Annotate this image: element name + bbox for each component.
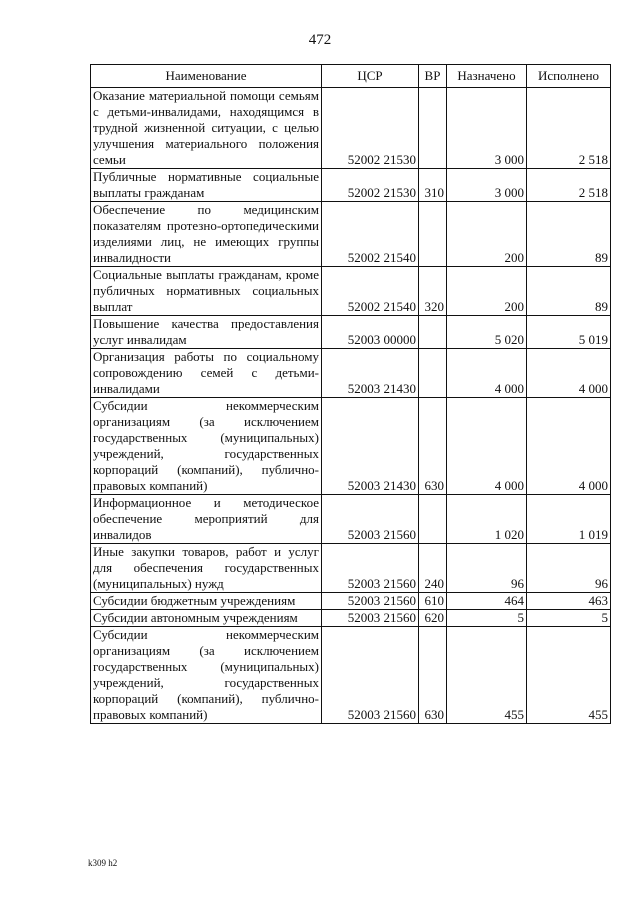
table-row [91, 349, 611, 398]
row-executed: 4 000 [527, 398, 611, 495]
row-assigned: 5 020 [447, 316, 527, 349]
table-row [91, 495, 611, 544]
row-csr: 52003 21560 [322, 495, 419, 544]
row-assigned: 1 020 [447, 495, 527, 544]
row-assigned: 3 000 [447, 169, 527, 202]
row-assigned: 3 000 [447, 88, 527, 169]
row-name: Субсидии автономным учреждениям [91, 610, 322, 627]
table-row [91, 593, 611, 610]
table-row [91, 544, 611, 593]
row-assigned: 5 [447, 610, 527, 627]
row-csr: 52003 21560 [322, 610, 419, 627]
row-vr [419, 495, 447, 544]
row-name: Организация работы по социальному сопровождению семей с детьми-инвалидами [91, 349, 322, 398]
row-executed: 89 [527, 202, 611, 267]
row-name: Оказание материальной помощи семьям с детьми-инвалидами, находящимся в трудной жизненной ситуации, с целью улучшения материального положения семьи [91, 88, 322, 169]
row-assigned: 96 [447, 544, 527, 593]
row-executed: 89 [527, 267, 611, 316]
budget-table [90, 64, 611, 724]
table-row [91, 202, 611, 267]
row-executed: 1 019 [527, 495, 611, 544]
row-vr [419, 88, 447, 169]
row-name: Субсидии бюджетным учреждениям [91, 593, 322, 610]
row-name: Социальные выплаты гражданам, кроме публичных нормативных социальных выплат [91, 267, 322, 316]
row-name: Иные закупки товаров, работ и услуг для обеспечения государственных (муниципальных) нужд [91, 544, 322, 593]
row-vr: 310 [419, 169, 447, 202]
row-csr: 52003 21560 [322, 593, 419, 610]
page-number: 472 [308, 32, 332, 48]
row-csr: 52003 21430 [322, 349, 419, 398]
table-row [91, 88, 611, 169]
header-name: Наименование [91, 65, 322, 88]
row-vr: 320 [419, 267, 447, 316]
header-vr: ВР [419, 65, 447, 88]
row-executed: 96 [527, 544, 611, 593]
row-csr: 52002 21530 [322, 88, 419, 169]
row-vr: 630 [419, 398, 447, 495]
row-executed: 455 [527, 627, 611, 724]
row-vr: 630 [419, 627, 447, 724]
table-row [91, 627, 611, 724]
table-row [91, 267, 611, 316]
row-assigned: 464 [447, 593, 527, 610]
table-row [91, 316, 611, 349]
row-assigned: 200 [447, 202, 527, 267]
row-csr: 52002 21530 [322, 169, 419, 202]
row-executed: 463 [527, 593, 611, 610]
row-name: Субсидии некоммерческим организациям (за исключением государственных (муниципальных) учреждений, государственных корпораций (компаний), публично-правовых компаний) [91, 398, 322, 495]
row-csr: 52003 00000 [322, 316, 419, 349]
row-csr: 52003 21560 [322, 544, 419, 593]
row-executed: 4 000 [527, 349, 611, 398]
row-assigned: 455 [447, 627, 527, 724]
row-name: Повышение качества предоставления услуг инвалидам [91, 316, 322, 349]
row-vr [419, 202, 447, 267]
row-assigned: 4 000 [447, 349, 527, 398]
table-row [91, 169, 611, 202]
row-executed: 5 019 [527, 316, 611, 349]
header-executed: Исполнено [527, 65, 611, 88]
row-executed: 2 518 [527, 88, 611, 169]
row-executed: 2 518 [527, 169, 611, 202]
table-row [91, 610, 611, 627]
row-name: Публичные нормативные социальные выплаты гражданам [91, 169, 322, 202]
row-name: Обеспечение по медицинским показателям протезно-ортопедическими изделиями лиц, не имеющих группы инвалидности [91, 202, 322, 267]
row-assigned: 4 000 [447, 398, 527, 495]
table-row [91, 398, 611, 495]
table-header-row [91, 65, 611, 88]
row-csr: 52002 21540 [322, 202, 419, 267]
row-executed: 5 [527, 610, 611, 627]
header-assigned: Назначено [447, 65, 527, 88]
row-csr: 52003 21430 [322, 398, 419, 495]
row-vr: 240 [419, 544, 447, 593]
row-vr: 610 [419, 593, 447, 610]
footer-code: k309 h2 [88, 858, 118, 868]
row-vr [419, 349, 447, 398]
row-assigned: 200 [447, 267, 527, 316]
row-name: Субсидии некоммерческим организациям (за исключением государственных (муниципальных) учреждений, государственных корпораций (компаний), публично-правовых компаний) [91, 627, 322, 724]
row-name: Информационное и методическое обеспечение мероприятий для инвалидов [91, 495, 322, 544]
header-csr: ЦСР [322, 65, 419, 88]
row-csr: 52003 21560 [322, 627, 419, 724]
row-vr: 620 [419, 610, 447, 627]
row-vr [419, 316, 447, 349]
row-csr: 52002 21540 [322, 267, 419, 316]
